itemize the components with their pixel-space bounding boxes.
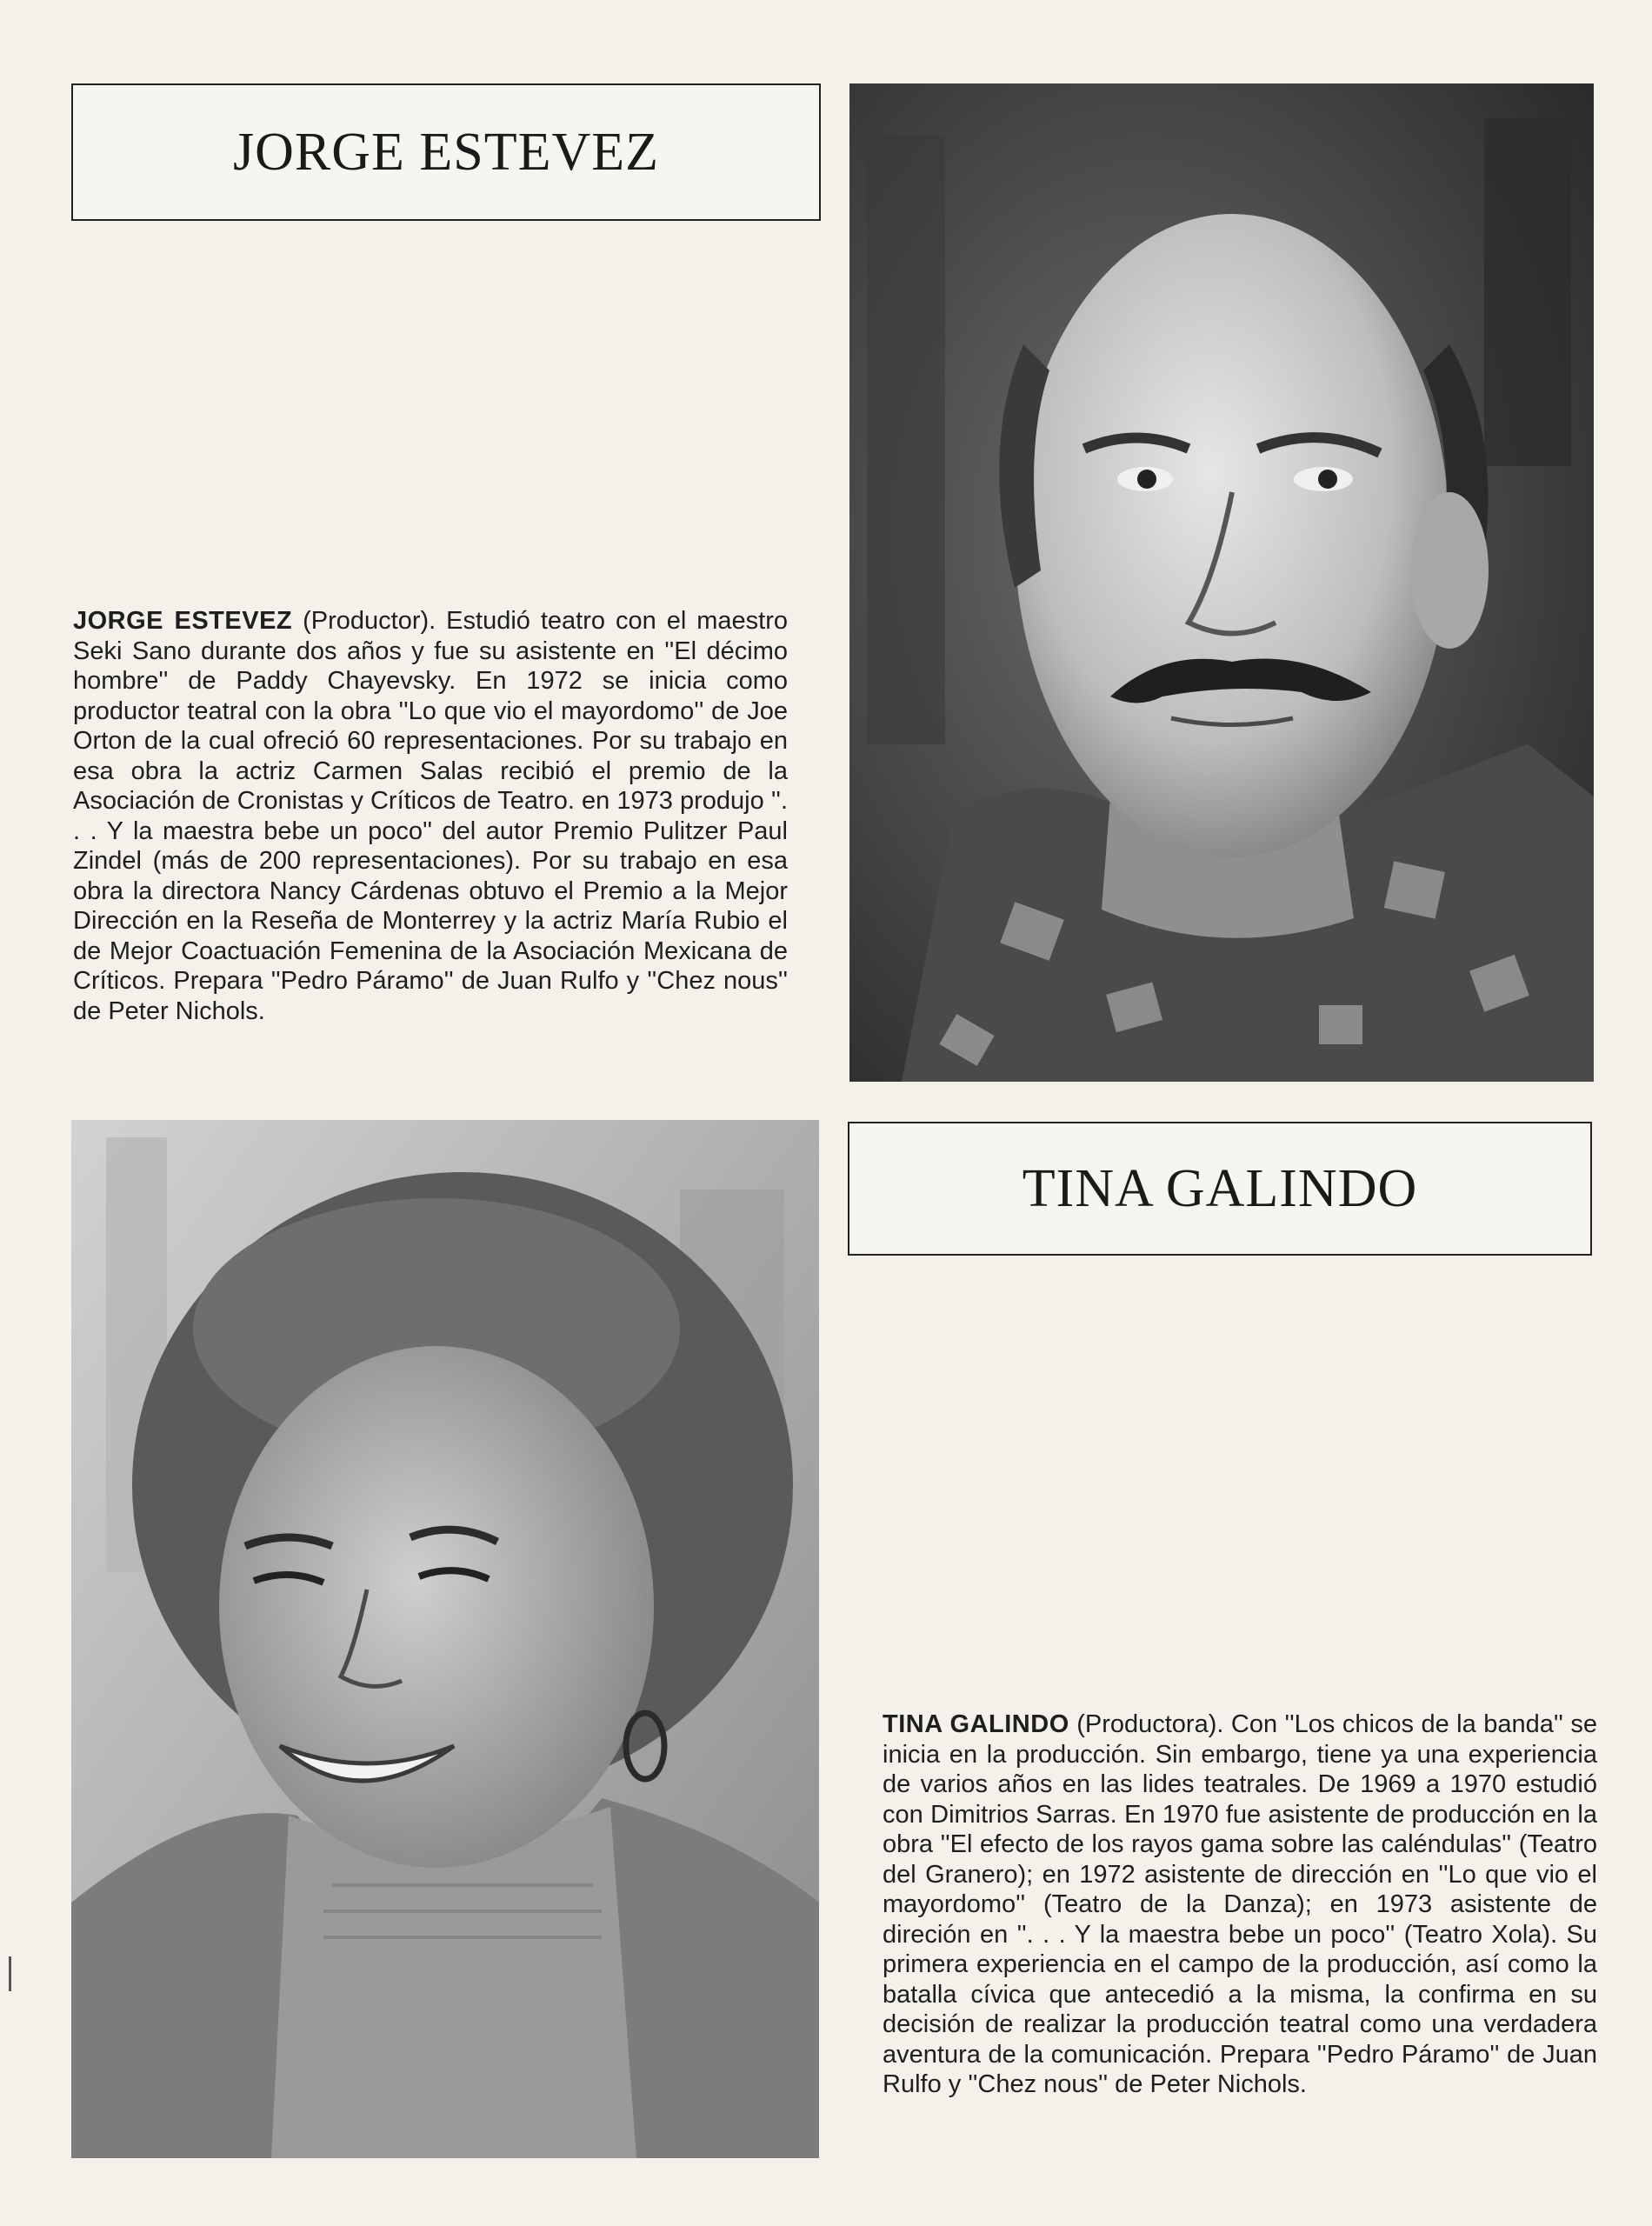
- portrait-photo-tina-galindo: [71, 1120, 819, 2158]
- bio-name: TINA GALINDO: [883, 1710, 1069, 1738]
- bio-text: (Productora). Con ''Los chicos de la banda'' se inicia en la producción. Sin embargo, tiene ya una experiencia de varios años en las lides teatrales. De 1969 a 1970 estudió con Dimitrios Sarras. En 1970 fue asistente de producción en la obra ''El efecto de los rayos gama sobre las caléndulas'' (Teatro del Granero); en 1972 asistente de dirección en ''Lo que vio el mayordomo'' (Teatro de la Danza); en 1973 asistente de direción en ''. . . Y la maestra bebe un poco'' (Teatro Xola). Su primera experiencia en el campo de la producción, así como la batalla cívica que antecedió a la misma, la confirma en su decisión de realizar la producción teatral como una verdadera aventura de la comunicación. Prepara ''Pedro Páramo'' de Juan Rulfo y ''Chez nous'' de Peter Nichols.: [883, 1710, 1597, 2098]
- margin-mark: [9, 1956, 11, 1991]
- bio-tina-galindo: [883, 1709, 1597, 2100]
- name-heading-jorge-estevez: [71, 83, 821, 221]
- heading-text: TINA GALINDO: [1022, 1158, 1418, 1218]
- heading-text: JORGE ESTEVEZ: [232, 122, 660, 182]
- bio-text: (Productor). Estudió teatro con el maestro Seki Sano durante dos años y fue su asistente en ''El décimo hombre'' de Paddy Chayevsky. En 1972 se inicia como productor teatral con la obra ''Lo que vio el mayordomo'' de Joe Orton de la cual ofreció 60 representaciones. Por su trabajo en esa obra la actriz Carmen Salas recibió el premio de la Asociación de Cronistas y Críticos de Teatro. en 1973 produjo ''. . . Y la maestra bebe un poco'' del autor Premio Pulitzer Paul Zindel (más de 200 representaciones). Por su trabajo en esa obra la directora Nancy Cárdenas obtuvo el Premio a la Mejor Dirección en la Reseña de Monterrey y la actriz María Rubio el de Mejor Coactuación Femenina de la Asociación Mexicana de Críticos. Prepara ''Pedro Páramo'' de Juan Rulfo y ''Chez nous'' de Peter Nichols.: [73, 607, 788, 1025]
- name-heading-tina-galindo: [848, 1122, 1592, 1256]
- bio-name: JORGE ESTEVEZ: [73, 607, 293, 635]
- portrait-photo-jorge-estevez: [849, 83, 1594, 1082]
- bio-jorge-estevez: [73, 606, 788, 1026]
